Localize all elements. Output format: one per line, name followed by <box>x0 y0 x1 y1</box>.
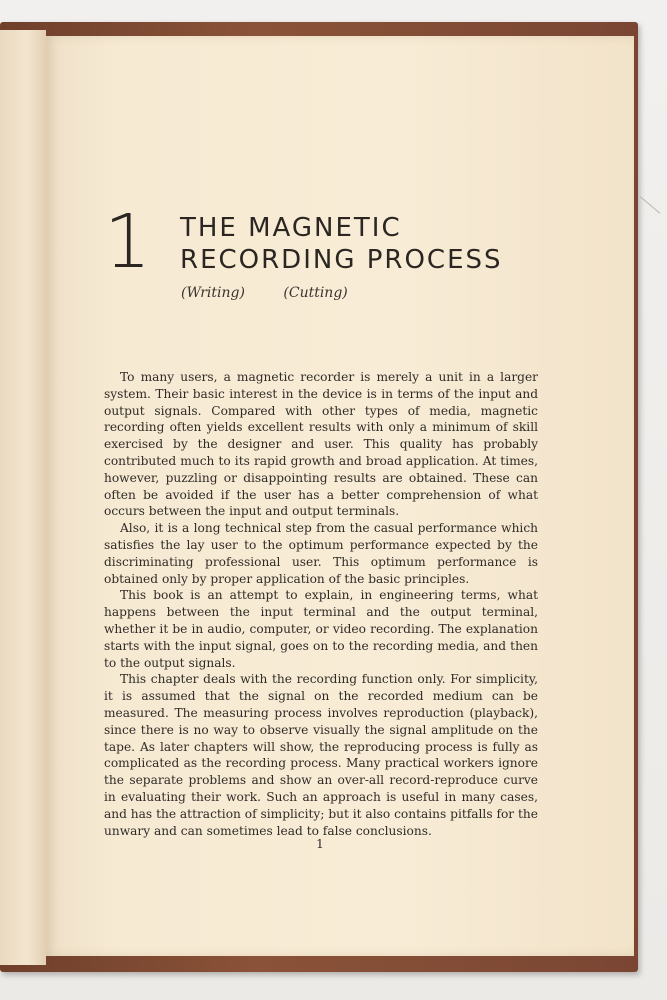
paragraph: To many users, a magnetic recorder is merely a unit in a larger system. Their basic interest in the device is in terms of the input and output signals. Compared with other types of media, magnetic recording often yields excellent results with only a minimum of skill exercised by the designer and user. This quality has probably contributed much to its rapid growth and broad application. At times, however, puzzling or disappointing results are obtained. These can often be avoided if the user has a better comprehension of what occurs between the input and output terminals. <box>104 370 538 519</box>
page-number: 1 <box>316 837 324 851</box>
paragraph: This book is an attempt to explain, in engineering terms, what happens between the input terminal and the output terminal, whether it be in audio, computer, or video recording. The explanation starts with the input signal, goes on to the recording media, and then to the output signals. <box>104 588 538 670</box>
paragraph: This chapter deals with the recording function only. For simplicity, it is assumed that the signal on the recorded medium can be measured. The measuring process involves reproduction (playback), since there is no way to observe visually the signal amplitude on the tape. As later chapters will show, the reproducing process is fully as complicated as the recording process. Many practical workers ignore the separate problems and show an over-all record-reproduce curve in evaluating their work. Such an approach is useful in many cases, and has the attraction of simplicity; but it also contains pitfalls for the unwary and can sometimes lead to false conclusions. <box>104 672 538 838</box>
body-text <box>104 369 538 839</box>
chapter-subtitles <box>181 285 481 301</box>
chapter-title <box>180 212 600 276</box>
chapter-title-line-2: RECORDING PROCESS <box>180 245 503 275</box>
subtitle-cutting: (Cutting) <box>283 285 348 301</box>
left-page-edge <box>0 30 46 965</box>
chapter-number: 1 <box>104 199 152 285</box>
chapter-title-line-1: THE MAGNETIC <box>180 213 402 243</box>
subtitle-writing: (Writing) <box>181 285 245 301</box>
paragraph: Also, it is a long technical step from the casual performance which satisfies the lay user to the optimum performance expected by the discriminating professional user. This optimum performance is obtained only by proper application of the basic principles. <box>104 521 538 586</box>
